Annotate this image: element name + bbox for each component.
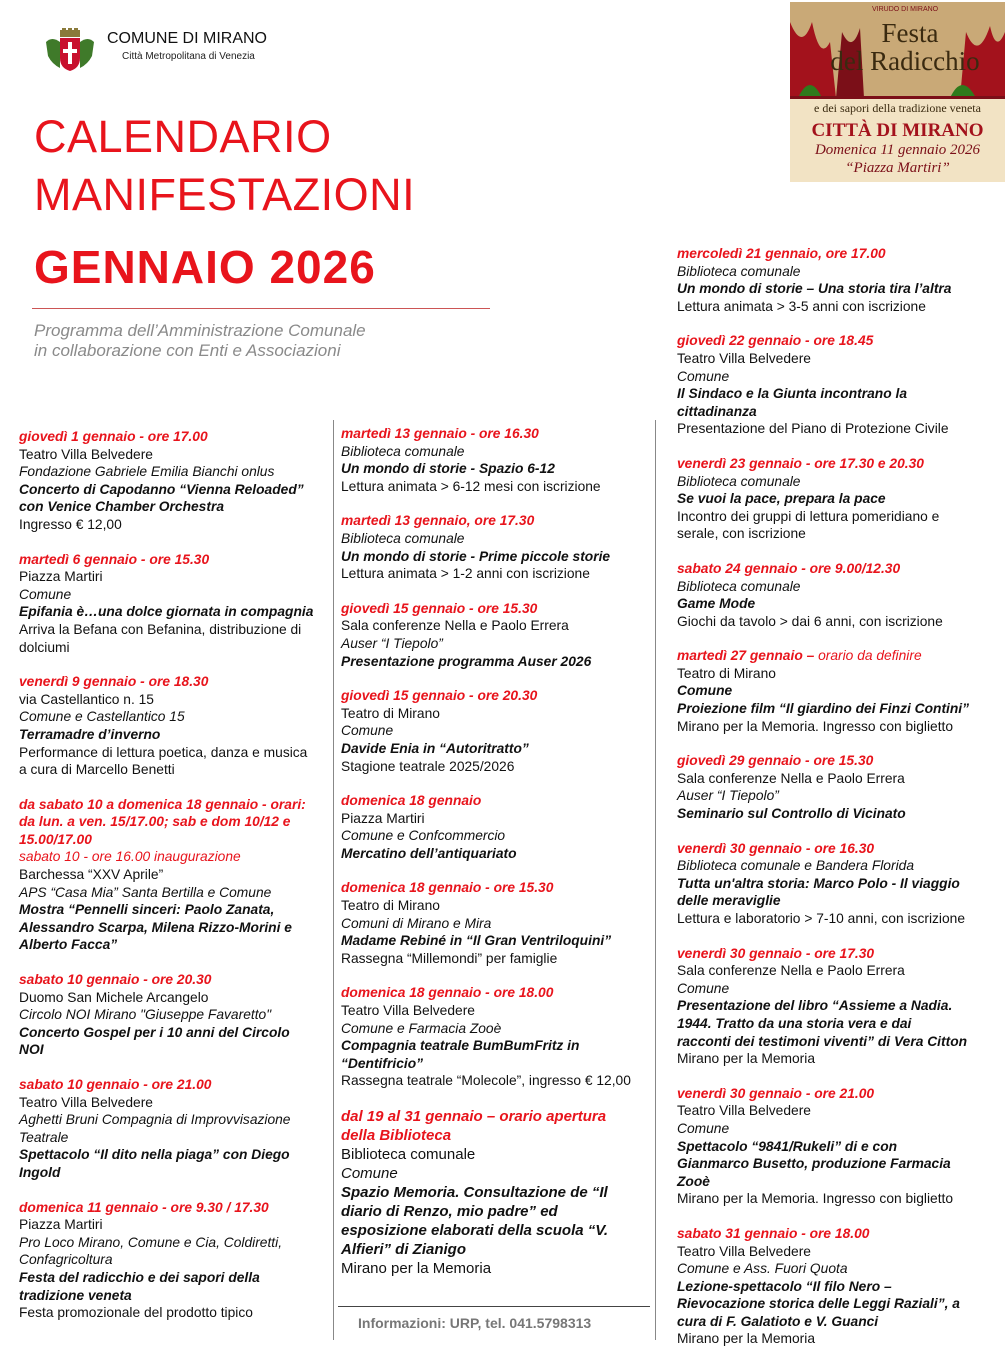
event-description: Mirano per la Memoria [677, 1331, 816, 1347]
event-organizer: Circolo NOI Mirano "Giuseppe Favaretto" [19, 1007, 272, 1023]
event-title: Davide Enia in “Autoritratto” [341, 740, 529, 756]
event-title: Spazio Memoria. Consultazione de “Il [341, 1184, 608, 1201]
event-organizer: Confagricoltura [19, 1252, 113, 1268]
event-title: Un mondo di storie – Una storia tira l’altra [677, 281, 952, 297]
title-divider [32, 308, 490, 309]
event-item [677, 1225, 1002, 1348]
event-venue: Piazza Martiri [19, 1217, 103, 1233]
event-title: Terramadre d’inverno [19, 726, 161, 742]
event-description: Arriva la Befana con Befanina, distribuzione di [19, 621, 302, 637]
event-date: venerdì 30 gennaio - ore 21.00 [677, 1085, 875, 1101]
event-organizer: Comune e Farmacia Zooè [341, 1020, 502, 1036]
comune-crest-icon [44, 28, 96, 72]
event-title: con Venice Chamber Orchestra [19, 499, 224, 515]
event-title: esposizione elaborati della scuola “V. [341, 1222, 609, 1239]
event-title: cittadinanza [677, 403, 757, 419]
event-title: Alberto Facca” [19, 937, 118, 953]
event-item [341, 879, 653, 967]
event-venue: Teatro Villa Belvedere [19, 1094, 153, 1110]
event-title: Presentazione programma Auser 2026 [341, 653, 592, 669]
poster-place: “Piazza Martiri” [845, 160, 950, 176]
event-title: NOI [19, 1042, 44, 1058]
column-divider-2 [655, 420, 656, 1340]
event-item [19, 551, 337, 657]
event-venue: Piazza Martiri [341, 810, 425, 826]
event-date: martedì 6 gennaio - ore 15.30 [19, 551, 210, 567]
event-title: delle meraviglie [677, 893, 781, 909]
event-item [677, 245, 1002, 315]
poster-subtitle: e dei sapori della tradizione veneta [814, 101, 981, 115]
event-date: martedì 13 gennaio - ore 16.30 [341, 426, 539, 441]
event-item [677, 647, 1002, 735]
event-title: Zooè [677, 1173, 710, 1189]
event-date: da sabato 10 a domenica 18 gennaio - orari: [19, 796, 306, 812]
event-title: racconti dei testimoni viventi” di Vera Citton [677, 1033, 968, 1049]
event-organizer: Comune [341, 1165, 398, 1182]
event-date: 15.00/17.00 [19, 831, 92, 847]
event-title: “Dentifricio” [341, 1055, 424, 1071]
poster-top-tag: VIRUDO DI MIRANO [872, 6, 939, 13]
event-title: Concerto Gospel per i 10 anni del Circolo [19, 1024, 290, 1040]
event-date: venerdì 30 gennaio - ore 17.30 [677, 945, 875, 961]
poster-city: CITTÀ DI MIRANO [811, 120, 984, 141]
event-venue: Biblioteca comunale [677, 263, 801, 279]
event-title: Mostra “Pennelli sinceri: Paolo Zanata, [19, 902, 275, 918]
event-venue: via Castellantico n. 15 [19, 691, 154, 707]
citta-metropolitana: Città Metropolitana di Venezia [122, 51, 255, 62]
title-calendario: CALENDARIO [34, 111, 332, 162]
event-date: domenica 11 gennaio - ore 9.30 / 17.30 [19, 1199, 269, 1215]
event-description: Lettura animata > 1-2 anni con iscrizione [341, 566, 590, 582]
event-date: sabato 24 gennaio - ore 9.00/12.30 [677, 560, 901, 576]
event-date: mercoledì 21 gennaio, ore 17.00 [677, 246, 886, 261]
event-title: Compagnia teatrale BumBumFritz in [341, 1038, 580, 1054]
event-description: Festa promozionale del prodotto tipico [19, 1305, 253, 1321]
event-date: dal 19 al 31 gennaio – orario apertura [341, 1108, 607, 1125]
event-organizer: Fondazione Gabriele Emilia Bianchi onlus [19, 464, 275, 480]
event-description: Giochi da tavolo > dai 6 anni, con iscrizione [677, 613, 943, 629]
event-organizer: Comune e Ass. Fuori Quota [677, 1261, 848, 1277]
event-venue: Biblioteca comunale [677, 578, 801, 594]
event-item [341, 512, 653, 582]
event-organizer: Comune [677, 1120, 730, 1136]
event-date: sabato 31 gennaio - ore 18.00 [677, 1225, 870, 1241]
event-title: Festa del radicchio e dei sapori della [19, 1269, 260, 1285]
event-description: Mirano per la Memoria [677, 1051, 816, 1067]
event-description: dolciumi [19, 639, 70, 655]
event-organizer: Auser “I Tiepolo” [341, 635, 443, 651]
event-title: Il Sindaco e la Giunta incontrano la [677, 386, 907, 402]
event-date: martedì 27 gennaio – orario da definire [677, 648, 922, 664]
event-organizer: Comune [677, 980, 730, 996]
event-organizer: Comune [677, 368, 730, 384]
event-item [341, 984, 653, 1090]
title-manifestazioni: MANIFESTAZIONI [34, 169, 416, 220]
event-title: Epifania è…una dolce giornata in compagnia [19, 604, 314, 620]
event-item [341, 687, 653, 775]
event-date-note: sabato 10 - ore 16.00 inaugurazione [19, 849, 241, 865]
event-description: Rassegna “Millemondi” per famiglie [341, 950, 558, 966]
event-venue: Teatro Villa Belvedere [19, 446, 153, 462]
event-date: da lun. a ven. 15/17.00; sab e dom 10/12 e [19, 814, 291, 830]
event-description: Presentazione del Piano di Protezione Civile [677, 421, 949, 437]
poster-title-1: Festa [881, 18, 939, 48]
event-organizer: Comune [677, 683, 733, 699]
event-title: Un mondo di storie - Spazio 6-12 [341, 461, 555, 477]
event-organizer: APS “Casa Mia” Santa Bertilla e Comune [19, 884, 272, 900]
event-title: Mercatino dell’antiquariato [341, 845, 517, 861]
event-title: Proiezione film “Il giardino dei Finzi Contini” [677, 701, 970, 717]
event-title: tradizione veneta [19, 1287, 132, 1303]
event-date: domenica 18 gennaio - ore 15.30 [341, 880, 554, 896]
event-item [677, 945, 1002, 1068]
events-column-1 [19, 428, 337, 1339]
event-venue: Teatro di Mirano [341, 705, 440, 721]
event-date: giovedì 29 gennaio - ore 15.30 [677, 753, 874, 769]
event-date: martedì 13 gennaio, ore 17.30 [341, 513, 535, 529]
footer-divider [338, 1306, 650, 1307]
event-venue: Biblioteca comunale [677, 473, 801, 489]
event-date: domenica 18 gennaio - ore 18.00 [341, 985, 554, 1001]
event-title: Concerto di Capodanno “Vienna Reloaded” [19, 481, 304, 497]
event-date: sabato 10 gennaio - ore 21.00 [19, 1077, 212, 1092]
title-month: GENNAIO 2026 [34, 241, 376, 293]
festa-radicchio-poster [790, 2, 1005, 182]
event-description: Rassegna teatrale “Molecole”, ingresso € 12,00 [341, 1073, 631, 1089]
events-column-3 [677, 245, 1002, 1365]
event-date: venerdì 9 gennaio - ore 18.30 [19, 674, 209, 690]
event-organizer: Auser “I Tiepolo” [677, 788, 779, 804]
poster-date: Domenica 11 gennaio 2026 [814, 142, 981, 158]
event-item [341, 792, 653, 862]
event-description: a cura di Marcello Benetti [19, 762, 175, 778]
event-item [677, 1085, 1002, 1208]
event-venue: Sala conferenze Nella e Paolo Errera [341, 618, 569, 634]
event-organizer: Comune e Castellantico 15 [19, 709, 185, 725]
event-description: Mirano per la Memoria [341, 1260, 492, 1277]
event-date: giovedì 15 gennaio - ore 20.30 [341, 688, 538, 704]
event-organizer: Comuni di Mirano e Mira [341, 915, 492, 931]
event-venue: Teatro Villa Belvedere [677, 350, 811, 366]
poster-title-2: del Radicchio [830, 46, 980, 76]
event-venue: Teatro Villa Belvedere [341, 1003, 475, 1019]
event-date: venerdì 23 gennaio - ore 17.30 e 20.30 [677, 455, 924, 471]
event-title: Alfieri” di Zianigo [341, 1241, 467, 1258]
event-organizer: Pro Loco Mirano, Comune e Cia, Coldiretti, [19, 1234, 283, 1250]
event-item [341, 425, 653, 495]
event-venue: Biblioteca comunale [341, 443, 465, 459]
event-item [677, 752, 1002, 822]
event-description: Ingresso € 12,00 [19, 516, 122, 532]
event-title: Seminario sul Controllo di Vicinato [677, 806, 906, 822]
event-title: Presentazione del libro “Assieme a Nadia. [677, 998, 953, 1014]
event-item [19, 971, 337, 1059]
event-description: Lettura animata > 6-12 mesi con iscrizione [341, 478, 601, 494]
footer-info: Informazioni: URP, tel. 041.5798313 [358, 1315, 592, 1331]
event-title: Rievocazione storica delle Leggi Raziali”, a [677, 1296, 960, 1312]
event-title: Un mondo di storie - Prime piccole storie [341, 548, 611, 564]
event-venue: Barchessa “XXV Aprile” [19, 867, 164, 883]
program-subtitle: Programma dell’Amministrazione Comunale in collaborazione con Enti e Associazioni [34, 321, 366, 360]
event-venue: Biblioteca comunale e Bandera Florida [677, 858, 914, 874]
event-title: cura di F. Galatioto e V. Guanci [677, 1313, 879, 1329]
event-title: diario di Renzo, mio padre” ed [341, 1203, 558, 1220]
event-title: Lezione-spettacolo “Il filo Nero – [677, 1278, 892, 1294]
event-item [341, 1107, 653, 1278]
event-description: Mirano per la Memoria. Ingresso con biglietto [677, 1191, 954, 1207]
event-venue: Sala conferenze Nella e Paolo Errera [677, 963, 905, 979]
event-description: Incontro dei gruppi di lettura pomeridiano e [677, 508, 940, 524]
event-date: domenica 18 gennaio [341, 793, 482, 809]
event-title: Spettacolo “Il dito nella piaga” con Diego [19, 1147, 290, 1163]
event-title: Ingold [19, 1164, 61, 1180]
event-title: Spettacolo “9841/Rukeli” di e con [677, 1138, 898, 1154]
event-venue: Teatro di Mirano [677, 665, 776, 681]
event-title: Tutta un'altra storia: Marco Polo - Il viaggio [677, 875, 960, 891]
event-description: Performance di lettura poetica, danza e musica [19, 744, 308, 760]
event-venue: Sala conferenze Nella e Paolo Errera [677, 770, 905, 786]
comune-name: COMUNE DI MIRANO [107, 30, 267, 47]
events-column-2 [341, 425, 653, 1295]
event-description: Stagione teatrale 2025/2026 [341, 758, 515, 774]
event-organizer: Teatrale [19, 1129, 69, 1145]
event-date: sabato 10 gennaio - ore 20.30 [19, 972, 212, 988]
event-title: Se vuoi la pace, prepara la pace [677, 491, 886, 507]
event-venue: Biblioteca comunale [341, 1146, 476, 1163]
event-venue: Duomo San Michele Arcangelo [19, 989, 209, 1005]
event-title: Madame Rebiné in “Il Gran Ventriloquini” [341, 933, 612, 949]
event-venue: Teatro di Mirano [341, 898, 440, 914]
event-date: giovedì 1 gennaio - ore 17.00 [19, 429, 208, 444]
event-venue: Teatro Villa Belvedere [677, 1243, 811, 1259]
event-item [677, 840, 1002, 928]
event-title: 1944. Tratto da una storia vera e dai [677, 1015, 912, 1031]
event-description: Mirano per la Memoria. Ingresso con biglietto [677, 718, 954, 734]
event-item [19, 1076, 337, 1182]
event-venue: Teatro Villa Belvedere [677, 1103, 811, 1119]
event-item [677, 332, 1002, 438]
event-organizer: Comune e Confcommercio [341, 828, 506, 844]
event-description: serale, con iscrizione [677, 526, 806, 542]
event-organizer: Aghetti Bruni Compagnia di Improvvisazione [19, 1112, 291, 1128]
event-date: venerdì 30 gennaio - ore 16.30 [677, 840, 875, 856]
event-description: Lettura e laboratorio > 7-10 anni, con iscrizione [677, 911, 965, 926]
event-organizer: Comune [19, 586, 72, 602]
event-description: Lettura animata > 3-5 anni con iscrizione [677, 298, 926, 314]
event-venue: Piazza Martiri [19, 569, 103, 585]
event-item [19, 1199, 337, 1322]
event-item [19, 796, 337, 954]
event-item [677, 560, 1002, 630]
event-title: Game Mode [677, 596, 756, 612]
event-title: Alessandro Scarpa, Milena Rizzo-Morini e [19, 919, 292, 935]
event-date: giovedì 15 gennaio - ore 15.30 [341, 600, 538, 616]
event-title: Gianmarco Busetto, produzione Farmacia [677, 1156, 951, 1172]
event-date: giovedì 22 gennaio - ore 18.45 [677, 333, 874, 349]
event-item [677, 455, 1002, 543]
event-venue: Biblioteca comunale [341, 530, 465, 546]
event-item [341, 600, 653, 670]
event-organizer: Comune [341, 723, 394, 739]
event-item [19, 428, 337, 534]
event-date: della Biblioteca [341, 1127, 452, 1144]
event-item [19, 673, 337, 779]
